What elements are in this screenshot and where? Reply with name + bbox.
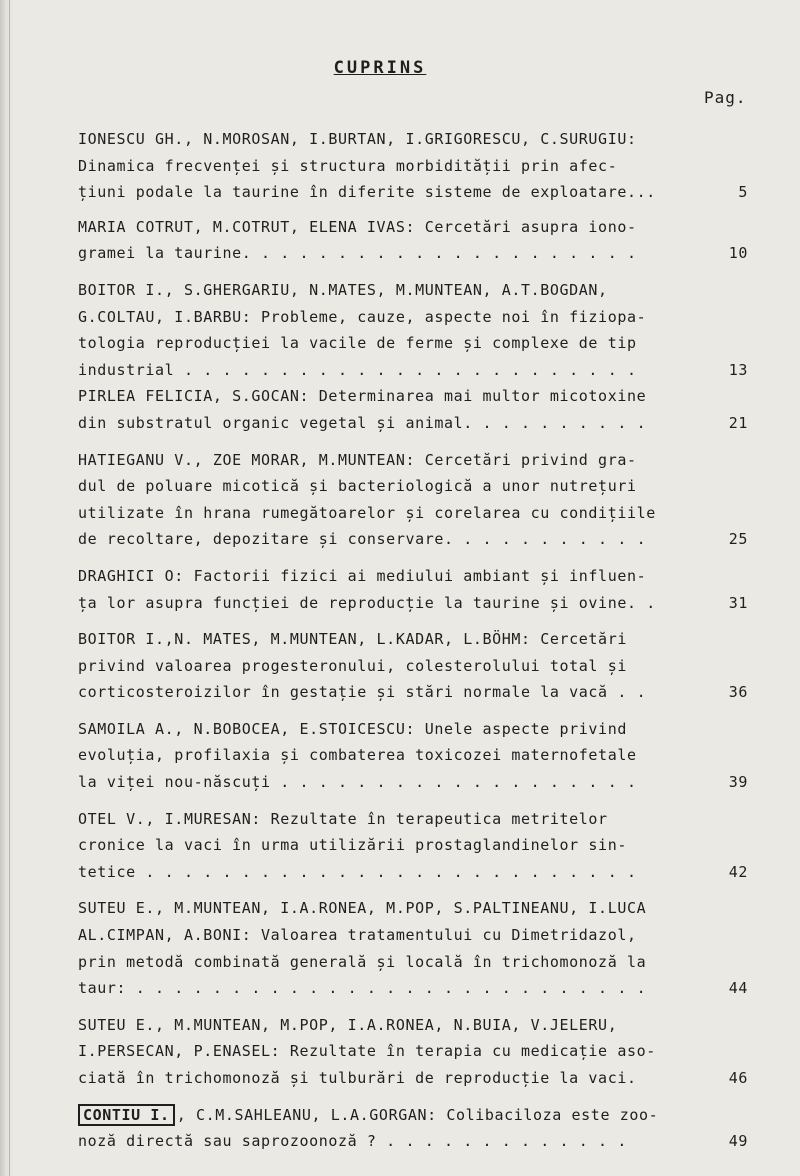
page-number: 46 (728, 1069, 748, 1087)
entry-line: Dinamica frecvenței și structura morbidității prin afec- (78, 156, 618, 175)
entry-line: dul de poluare micotică și bacteriologică a unor nutrețuri (78, 477, 637, 496)
entry-line: prin metodă combinată generală și locală în trichomonoză la (78, 952, 647, 971)
continuation-box: CONTIU I. (78, 1104, 175, 1126)
page-number: 5 (738, 183, 748, 202)
binding-line (9, 0, 10, 1176)
entry-line: gramei la taurine. . . . . . . . . . . . . . . . . . . . . 10 (78, 240, 748, 267)
entry-line: tetice . . . . . . . . . . . . . . . . . . . . . . . . . . 42 (78, 859, 748, 886)
entry-line: SUTEU E., M.MUNTEAN, M.POP, I.A.RONEA, N.BUIA, V.JELERU, (78, 1015, 618, 1034)
page-number: 44 (728, 979, 748, 998)
entry-line: noză directă sau saprozoonoză ? . . . . . . . . . . . . . 49 (78, 1128, 748, 1155)
entry-line: BOITOR I., S.GHERGARIU, N.MATES, M.MUNTEAN, A.T.BOGDAN, (78, 280, 608, 299)
toc-entry (78, 126, 748, 206)
entry-line: DRAGHICI O: Factorii fizici ai mediului ambiant și influen- (78, 566, 647, 585)
entry-line: industrial . . . . . . . . . . . . . . . . . . . . . . . . 13 (78, 357, 748, 384)
page-number: 49 (728, 1132, 748, 1151)
page-number: 42 (728, 862, 748, 881)
entry-line: utilizate în hrana rumegătoarelor și corelarea cu condițiile (78, 503, 656, 522)
entry-line: tologia reproducției la vacile de ferme și complexe de tip (78, 334, 637, 353)
entry-line: evoluția, profilaxia și combaterea toxicozei maternofetale (78, 746, 637, 765)
toc-entry (78, 895, 748, 1001)
page-number: 36 (728, 683, 748, 702)
entry-line: MARIA COTRUT, M.COTRUT, ELENA IVAS: Cercetări asupra iono- (78, 217, 637, 236)
table-of-contents (78, 126, 748, 1155)
entry-line: din substratul organic vegetal și animal. . . . . . . . . . 21 (78, 410, 748, 437)
page-column-label: Pag. (704, 88, 747, 107)
entry-line: G.COLTAU, I.BARBU: Probleme, cauze, aspecte noi în fiziopa- (78, 307, 647, 326)
entry-line: țiuni podale la taurine în diferite sisteme de exploatare... 5 (78, 179, 748, 206)
toc-entry (78, 626, 748, 706)
toc-entry (78, 1012, 748, 1092)
page-title: CUPRINS (333, 58, 427, 78)
toc-entry (78, 277, 748, 383)
page-number: 21 (728, 413, 748, 432)
toc-entry (78, 563, 748, 616)
binding-edge (0, 0, 14, 1176)
entry-line: de recoltare, depozitare și conservare. . . . . . . . . . . 25 (78, 526, 748, 553)
toc-entry (78, 1102, 748, 1155)
entry-line: I.PERSECAN, P.ENASEL: Rezultate în terapia cu medicație aso- (78, 1042, 656, 1061)
entry-line: AL.CIMPAN, A.BONI: Valoarea tratamentului cu Dimetridazol, (78, 926, 637, 945)
page-number: 13 (728, 360, 748, 379)
page-number: 39 (728, 773, 748, 792)
entry-line: PIRLEA FELICIA, S.GOCAN: Determinarea mai multor micotoxine (78, 387, 647, 406)
entry-line: ciată în trichomonoză și tulburări de reproducție la vaci. 46 (78, 1065, 748, 1092)
entry-line: CONTIU I. , C.M.SAHLEANU, L.A.GORGAN: Colibaciloza este zoo- (78, 1102, 748, 1129)
toc-entry (78, 806, 748, 886)
entry-line: taur: . . . . . . . . . . . . . . . . . . . . . . . . . . . 44 (78, 975, 748, 1002)
entry-line: ța lor asupra funcției de reproducție la taurine și ovine. . 31 (78, 590, 748, 617)
entry-line: la viței nou-născuți . . . . . . . . . . . . . . . . . . . 39 (78, 769, 748, 796)
entry-line: SUTEU E., M.MUNTEAN, I.A.RONEA, M.POP, S.PALTINEANU, I.LUCA (78, 899, 647, 918)
toc-entry (78, 214, 748, 267)
page-number: 25 (728, 530, 748, 549)
toc-entry (78, 383, 748, 436)
entry-line: corticosteroizilor în gestație și stări normale la vacă . . 36 (78, 679, 748, 706)
toc-entry (78, 447, 748, 553)
entry-line: HATIEGANU V., ZOE MORAR, M.MUNTEAN: Cercetări privind gra- (78, 450, 637, 469)
entry-line: SAMOILA A., N.BOBOCEA, E.STOICESCU: Unele aspecte privind (78, 719, 627, 738)
entry-line: cronice la vaci în urma utilizării prostaglandinelor sin- (78, 836, 627, 855)
toc-entry (78, 716, 748, 796)
entry-line: privind valoarea progesteronului, colesterolului total și (78, 656, 627, 675)
page-number: 10 (728, 244, 748, 263)
entry-line: IONESCU GH., N.MOROSAN, I.BURTAN, I.GRIGORESCU, C.SURUGIU: (78, 130, 637, 148)
page-number: 31 (728, 593, 748, 612)
entry-line: BOITOR I.,N. MATES, M.MUNTEAN, L.KADAR, L.BÖHM: Cercetări (78, 630, 627, 649)
entry-line: OTEL V., I.MURESAN: Rezultate în terapeutica metritelor (78, 809, 608, 828)
